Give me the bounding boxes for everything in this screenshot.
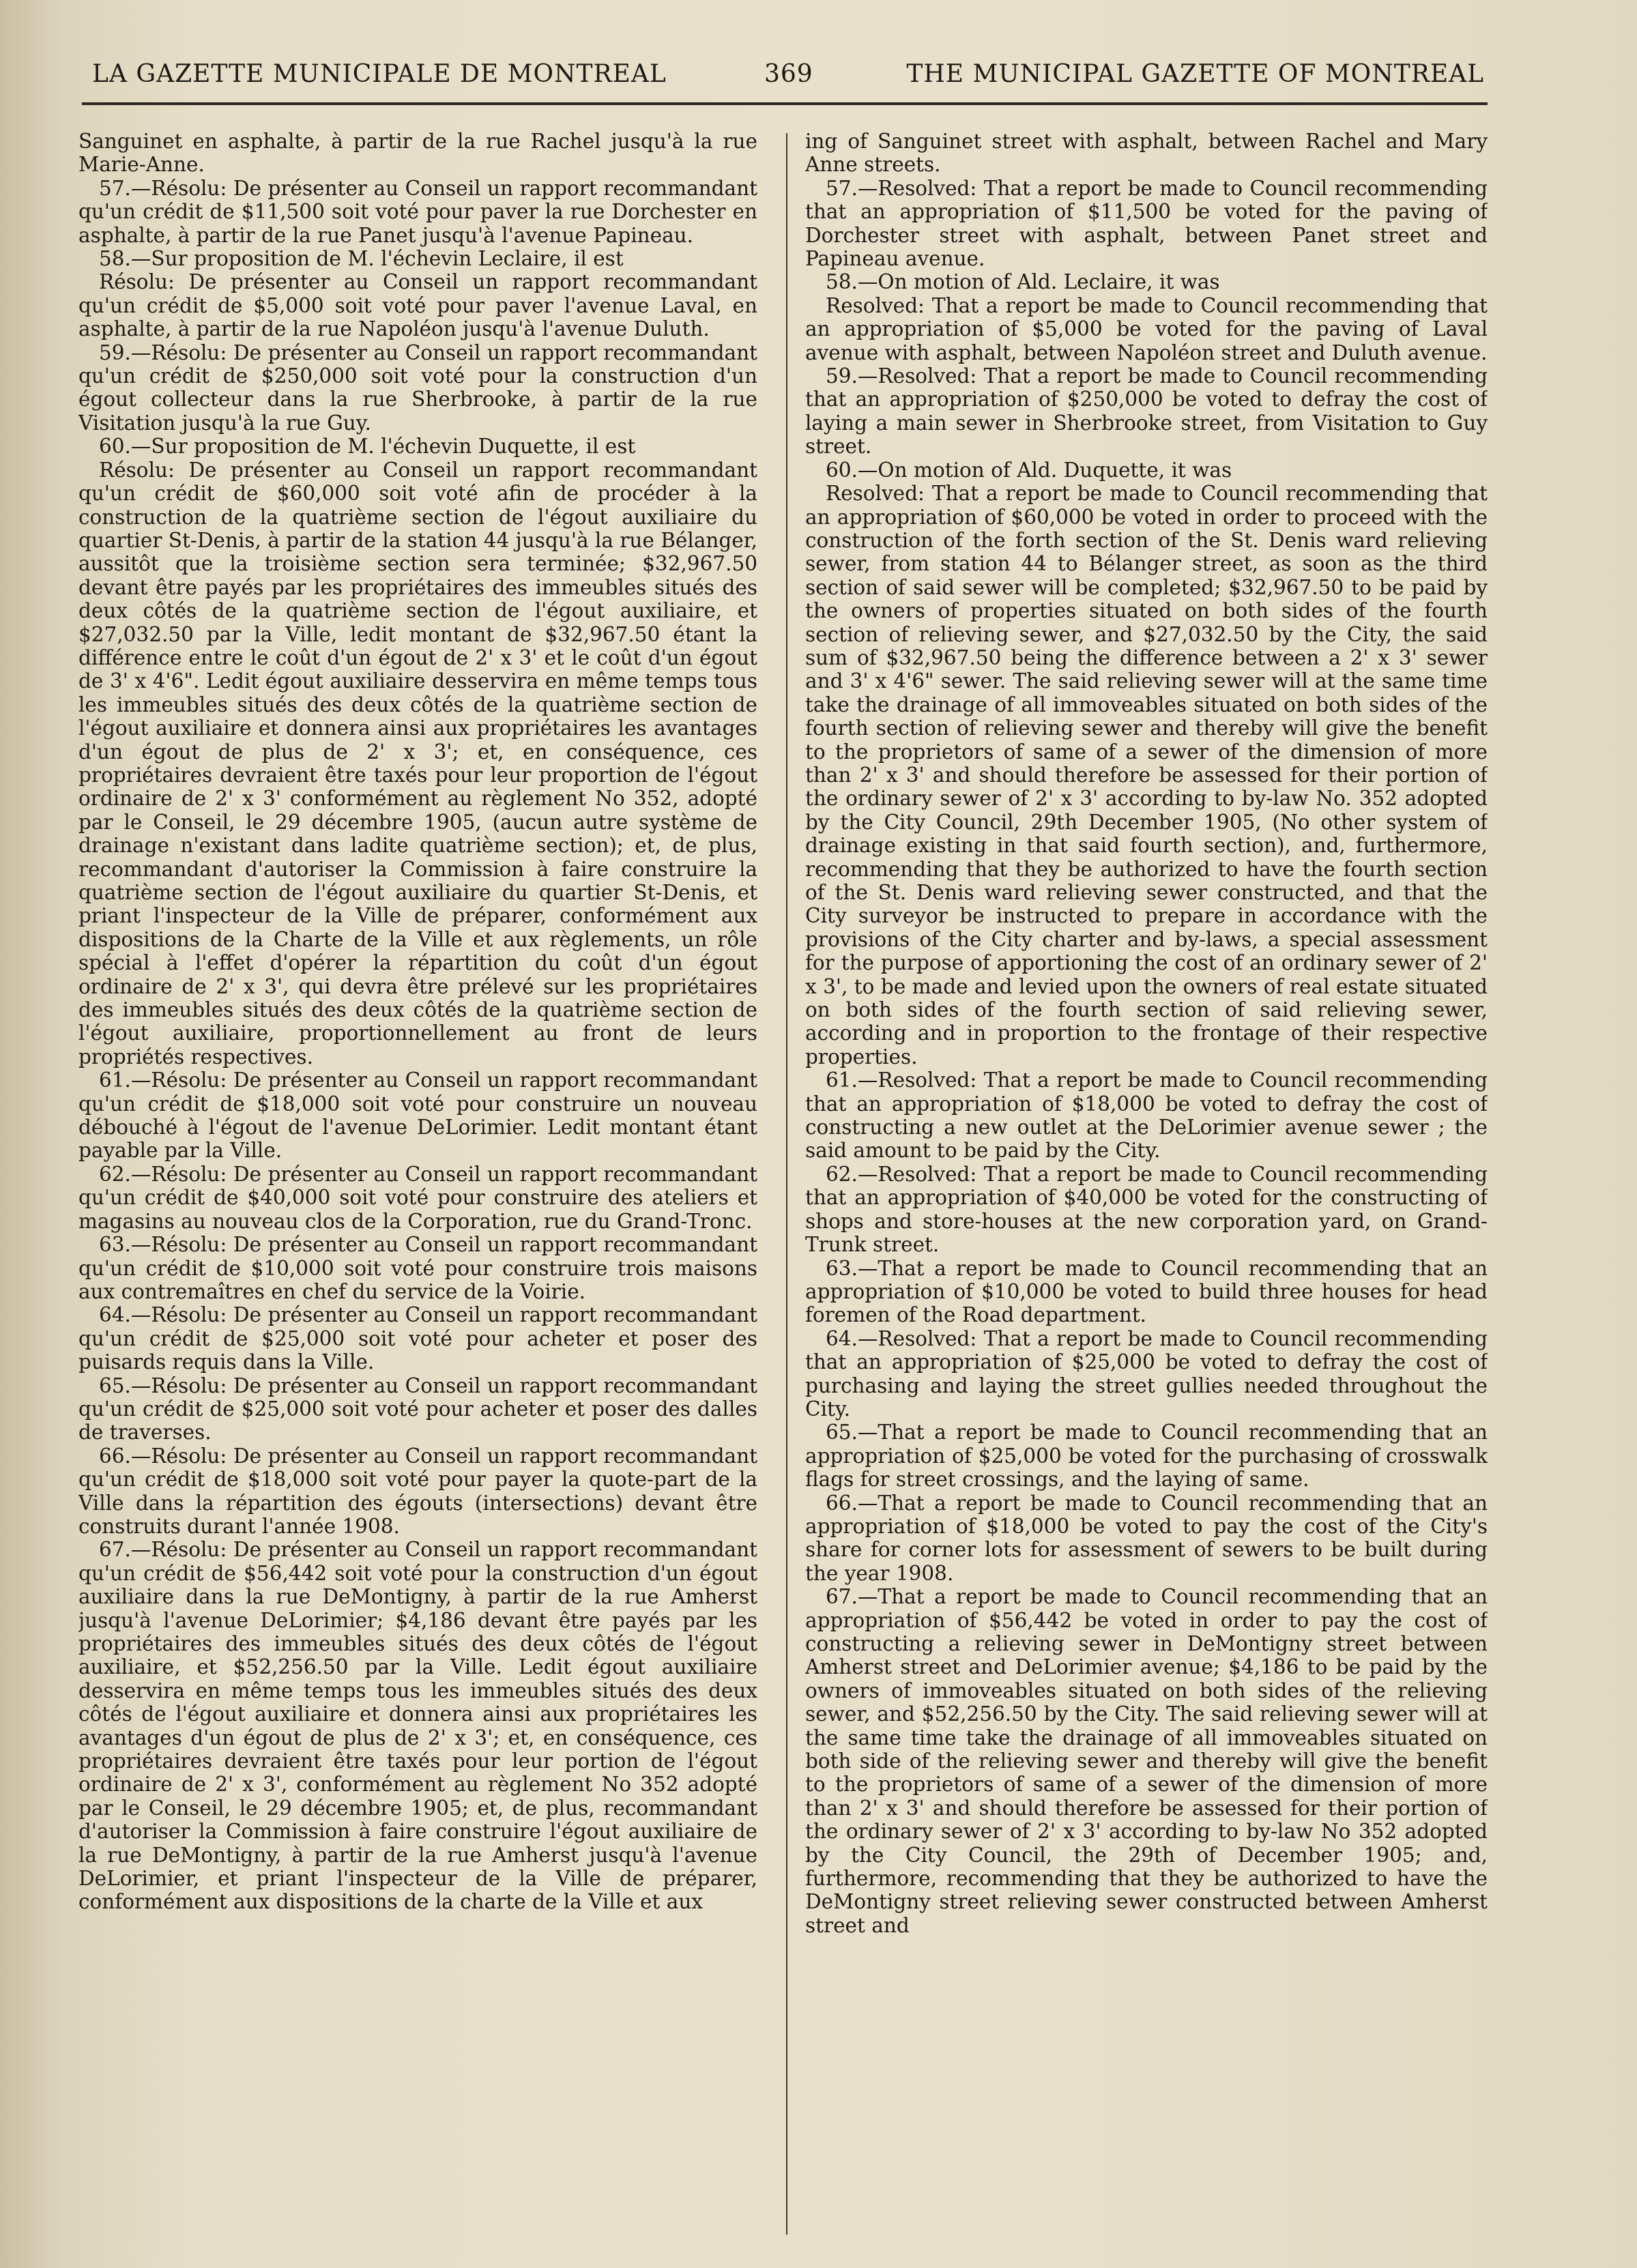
- paragraph: 64.—Résolu: De présenter au Conseil un rapport recommandant qu'un crédit de $25,000 soit voté pour acheter et poser des puisards requis dans la Ville.: [78, 1303, 757, 1374]
- paragraph: ing of Sanguinet street with asphalt, between Rachel and Mary Anne streets.: [805, 130, 1488, 177]
- page-number: 369: [764, 60, 813, 88]
- paragraph: Résolu: De présenter au Conseil un rapport recommandant qu'un crédit de $60,000 soit voté afin de procéder à la construction de la quatrième section de l'égout auxiliaire du quartier St-Denis, à partir de la station 44 jusqu'à la rue Bélanger, aussitôt que la troisième section sera terminée; $32,967.50 devant être payés par les propriétaires des immeubles situés des deux côtés de la quatrième section de l'égout auxiliaire, et $27,032.50 par la Ville, ledit montant de $32,967.50 étant la différence entre le coût d'un égout de 2' x 3' et le coût d'un égout de 3' x 4'6". Ledit égout auxiliaire desservira en même temps tous les immeubles situés des deux côtés de la quatrième section de l'égout auxiliaire et donnera ainsi aux propriétaires les avantages d'un égout de plus de 2' x 3'; et, en conséquence, ces propriétaires devraient être taxés pour leur proportion de l'égout ordinaire de 2' x 3' conformément au règlement No 352, adopté par le Conseil, le 29 décembre 1905, (aucun autre système de drainage n'existant dans ladite quatrième section); et, de plus, recommandant d'autoriser la Commission à faire construire la quatrième section de l'égout auxiliaire du quartier St-Denis, et priant l'inspecteur de la Ville de préparer, conformément aux dispositions de la Charte de la Ville et aux règlements, un rôle spécial à l'effet d'opérer la répartition du coût d'un égout ordinaire de 2' x 3', qui devra être prélevé sur les propriétaires des immeubles situés des deux côtés de la quatrième section de l'égout auxiliaire, proportionnellement au front de leurs propriétés respectives.: [78, 458, 757, 1068]
- paragraph: 64.—Resolved: That a report be made to Council recommending that an appropriation of $25,000 be voted to defray the cost of purchasing and laying the street gullies needed throughout the City.: [805, 1326, 1488, 1421]
- paragraph: 59.—Résolu: De présenter au Conseil un rapport recommandant qu'un crédit de $250,000 soit voté pour la construction d'un égout collecteur dans la rue Sherbrooke, à partir de la rue Visitation jusqu'à la rue Guy.: [78, 340, 757, 435]
- column-divider: [786, 133, 787, 2235]
- paragraph: 67.—That a report be made to Council recommending that an appropriation of $56,442 be voted in order to pay the cost of constructing a relieving sewer in DeMontigny street between Amherst street and DeLorimier avenue; $4,186 to be paid by the owners of immoveables situated on both sides of the relieving sewer, and $52,256.50 by the City. The said relieving sewer will at the same time take the drainage of all immoveables situated on both side of the relieving sewer and thereby will give the benefit to the proprietors of same of a sewer of the dimension of more than 2' x 3' and should therefore be assessed for their portion of the ordinary sewer of 2' x 3' according to by-law No 352 adopted by the City Council, the 29th of December 1905; and, furthermore, recommending that they be authorized to have the DeMontigny street relieving sewer constructed between Amherst street and: [805, 1585, 1488, 1937]
- paragraph: 65.—Résolu: De présenter au Conseil un rapport recommandant qu'un crédit de $25,000 soit voté pour acheter et poser des dalles de traverses.: [78, 1373, 757, 1444]
- french-column: [78, 130, 757, 2245]
- paragraph: 66.—That a report be made to Council recommending that an appropriation of $18,000 be voted to pay the cost of the City's share for corner lots for assessment of sewers to be built during the year 1908.: [805, 1491, 1488, 1585]
- paragraph: 62.—Resolved: That a report be made to Council recommending that an appropriation of $40,000 be voted for the constructing of shops and store-houses at the new corporation yard, on Grand-Trunk street.: [805, 1162, 1488, 1257]
- paragraph: 60.—On motion of Ald. Duquette, it was: [826, 458, 1232, 482]
- paragraph: 59.—Resolved: That a report be made to Council recommending that an appropriation of $250,000 be voted to defray the cost of laying a main sewer in Sherbrooke street, from Visitation to Guy street.: [805, 364, 1488, 459]
- paragraph: 63.—That a report be made to Council recommending that an appropriation of $10,000 be voted to build three houses for head foremen of the Road department.: [805, 1256, 1488, 1327]
- english-column: [805, 130, 1488, 2245]
- paragraph: 61.—Résolu: De présenter au Conseil un rapport recommandant qu'un crédit de $18,000 soit voté pour construire un nouveau débouché à l'égout de l'avenue DeLorimier. Ledit montant étant payable par la Ville.: [78, 1068, 757, 1163]
- paragraph: 61.—Resolved: That a report be made to Council recommending that an appropriation of $18,000 be voted to defray the cost of constructing a new outlet at the DeLorimier avenue sewer ; the said amount to be paid by the City.: [805, 1068, 1488, 1163]
- header-rule: [82, 102, 1488, 105]
- paragraph: 62.—Résolu: De présenter au Conseil un rapport recommandant qu'un crédit de $40,000 soit voté pour construire des ateliers et magasins au nouveau clos de la Corporation, rue du Grand-Tronc.: [78, 1162, 757, 1233]
- paragraph: 66.—Résolu: De présenter au Conseil un rapport recommandant qu'un crédit de $18,000 soit voté pour payer la quote-part de la Ville dans la répartition des égouts (intersections) devant être construits durant l'année 1908.: [78, 1444, 757, 1538]
- paragraph: Resolved: That a report be made to Council recommending that an appropriation of $5,000 be voted for the paving of Laval avenue with asphalt, between Napoléon street and Duluth avenue.: [805, 293, 1488, 364]
- paragraph: 58.—On motion of Ald. Leclaire, it was: [826, 270, 1220, 294]
- paragraph: Resolved: That a report be made to Council recommending that an appropriation of $60,000 be voted in order to proceed with the construction of the forth section of the St. Denis ward relieving sewer, from station 44 to Bélanger street, as soon as the third section of said sewer will be completed; $32,967.50 to be paid by the owners of properties situated on both sides of the fourth section of relieving sewer, and $27,032.50 by the City, the said sum of $32,967.50 being the difference between a 2' x 3' sewer and 3' x 4'6" sewer. The said relieving sewer will at the same time take the drainage of all immoveables situated on both sides of the fourth section of relieving sewer and thereby will give the benefit to the proprietors of same of a sewer of the dimension of more than 2' x 3' and should therefore be assessed for their portion of the ordinary sewer of 2' x 3' according to by-law No. 352 adopted by the City Council, 29th December 1905, (No other system of drainage existing in that said fourth section), and, furthermore, recommending that they be authorized to have the fourth section of the St. Denis ward relieving sewer constructed, and that the City surveyor be instructed to prepare in accordance with the provisions of the City charter and by-laws, a special assessment for the purpose of apportioning the cost of an ordinary sewer of 2' x 3', to be made and levied upon the owners of real estate situated on both sides of the fourth section of said relieving sewer, according and in proportion to the frontage of their respective properties.: [805, 482, 1488, 1068]
- header-english-title: THE MUNICIPAL GAZETTE OF MONTREAL: [906, 60, 1484, 88]
- paragraph: 63.—Résolu: De présenter au Conseil un rapport recommandant qu'un crédit de $10,000 soit voté pour construire trois maisons aux contremaîtres en chef du service de la Voirie.: [78, 1233, 757, 1303]
- paragraph: 58.—Sur proposition de M. l'échevin Leclaire, il est: [99, 247, 624, 271]
- paragraph: 57.—Résolu: De présenter au Conseil un rapport recommandant qu'un crédit de $11,500 soit voté pour paver la rue Dorchester en asphalte, à partir de la rue Panet jusqu'à l'avenue Papineau.: [78, 176, 757, 247]
- header-french-title: LA GAZETTE MUNICIPALE DE MONTREAL: [92, 60, 667, 88]
- paragraph: 57.—Resolved: That a report be made to Council recommending that an appropriation of $11,500 be voted for the paving of Dorchester street with asphalt, between Panet street and Papineau avenue.: [805, 176, 1488, 271]
- paragraph: 65.—That a report be made to Council recommending that an appropriation of $25,000 be voted for the purchasing of crosswalk flags for street crossings, and the laying of same.: [805, 1421, 1488, 1492]
- page-header: [92, 60, 1484, 108]
- paragraph: 60.—Sur proposition de M. l'échevin Duquette, il est: [99, 435, 636, 459]
- paragraph: Résolu: De présenter au Conseil un rapport recommandant qu'un crédit de $5,000 soit voté pour paver l'avenue Laval, en asphalte, à partir de la rue Napoléon jusqu'à l'avenue Duluth.: [78, 270, 757, 341]
- paragraph: Sanguinet en asphalte, à partir de la rue Rachel jusqu'à la rue Marie-Anne.: [78, 130, 757, 177]
- paragraph: 67.—Résolu: De présenter au Conseil un rapport recommandant qu'un crédit de $56,442 soit voté pour la construction d'un égout auxiliaire dans la rue DeMontigny, à partir de la rue Amherst jusqu'à l'avenue DeLorimier; $4,186 devant être payés par les propriétaires des immeubles situés des deux côtés de l'égout auxiliaire, et $52,256.50 par la Ville. Ledit égout auxiliaire desservira en même temps tous les immeubles situés des deux côtés de l'égout auxiliaire et donnera ainsi aux propriétaires les avantages d'un égout de plus de 2' x 3'; et, en conséquence, ces propriétaires devraient être taxés pour leur portion de l'égout ordinaire de 2' x 3', conformément au règlement No 352 adopté par le Conseil, le 29 décembre 1905; et, de plus, recommandant d'autoriser la Commission à faire construire l'égout auxiliaire de la rue DeMontigny, à partir de la rue Amherst jusqu'à l'avenue DeLorimier, et priant l'inspecteur de la Ville de préparer, conformément aux dispositions de la charte de la Ville et aux: [78, 1538, 757, 1914]
